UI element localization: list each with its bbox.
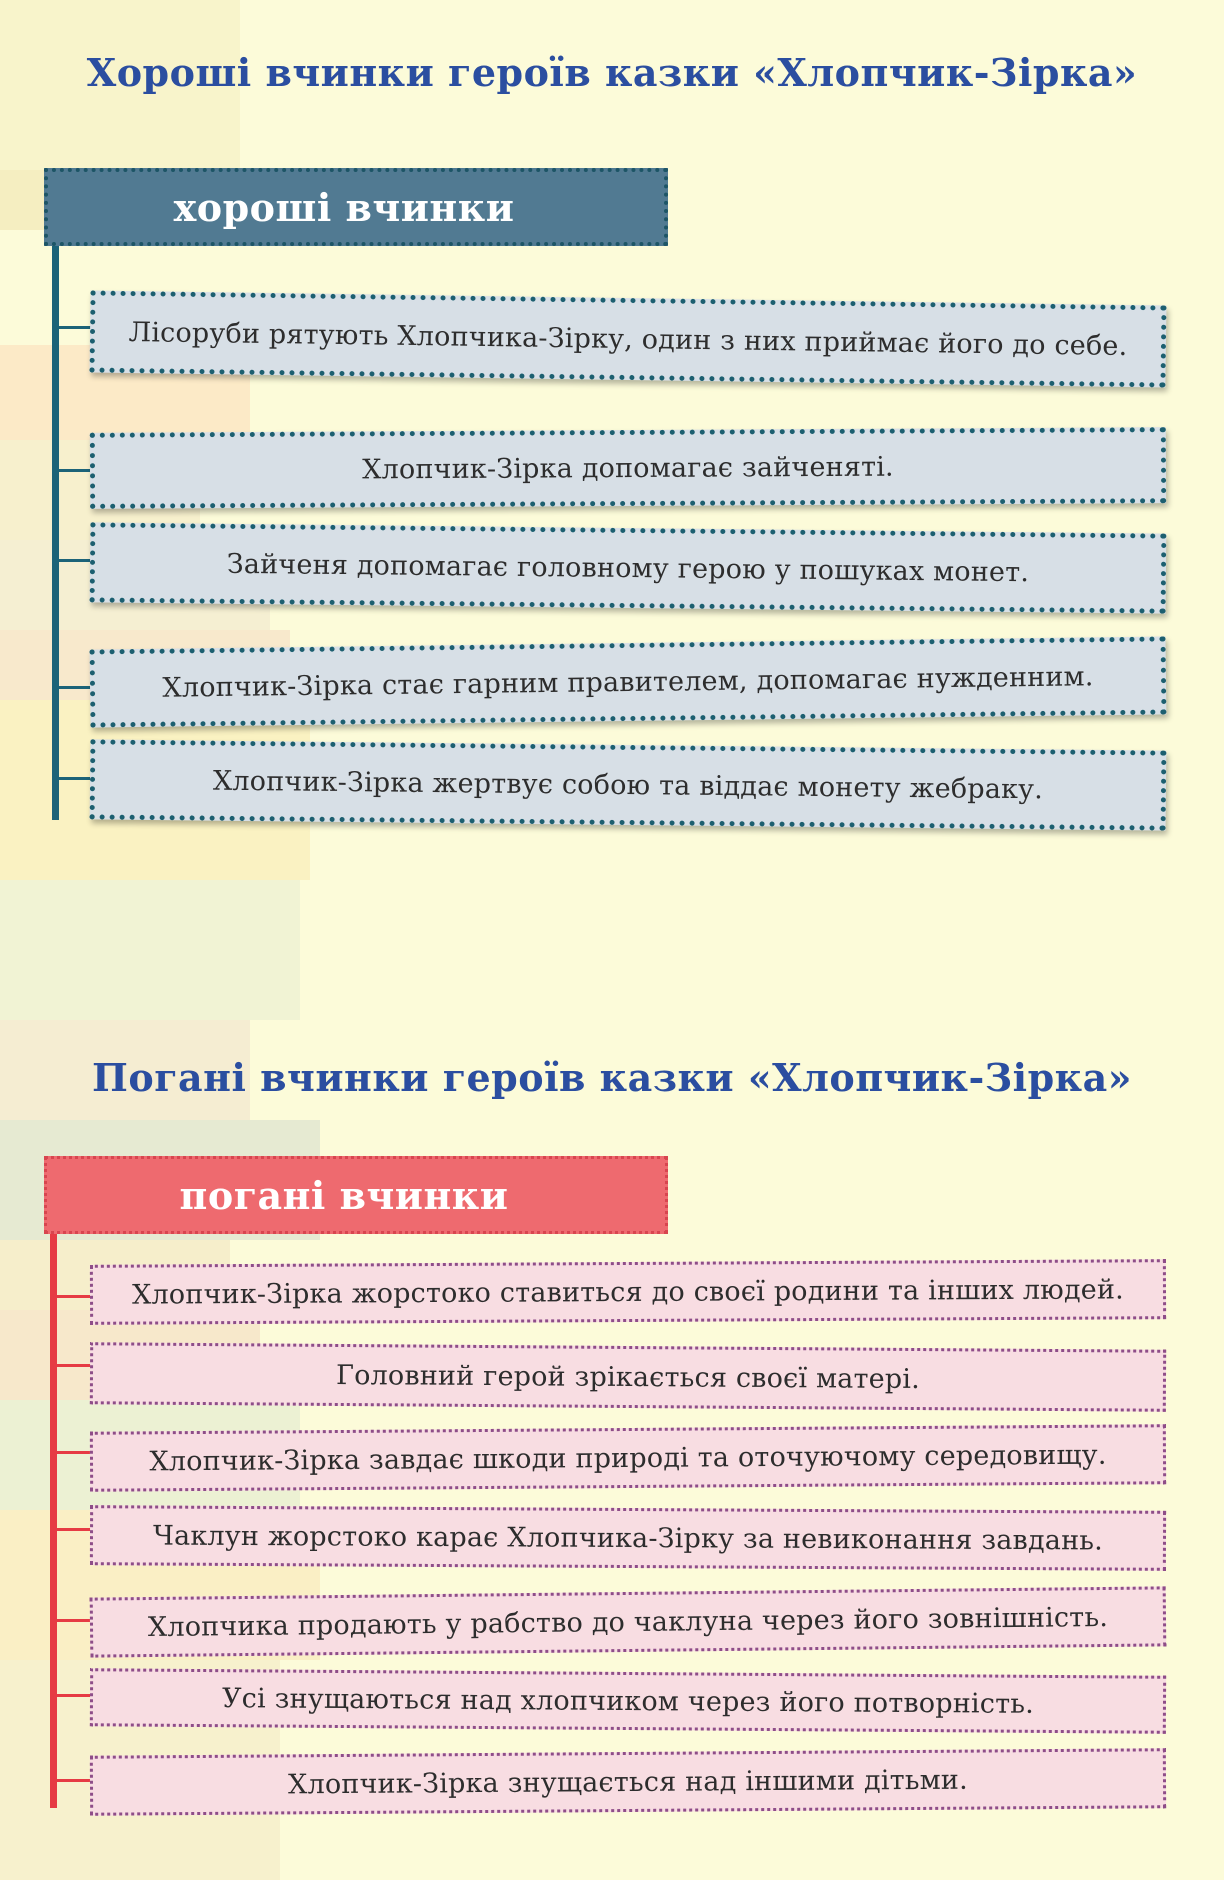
bad-branch-line xyxy=(54,1364,94,1367)
good-deed-item: Хлопчик-Зірка жертвує собою та віддає монету жебраку. xyxy=(90,739,1167,830)
good-deed-item: Хлопчик-Зірка допомагає зайченяті. xyxy=(90,427,1166,509)
bad-deed-item: Хлопчик-Зірка знущається над іншими дітьми. xyxy=(90,1748,1166,1816)
bad-branch-line xyxy=(54,1528,94,1531)
bad-header: погані вчинки xyxy=(44,1156,668,1234)
good-header: хороші вчинки xyxy=(44,168,668,246)
bad-deed-item: Чаклун жорстоко карає Хлопчика-Зірку за невиконання завдань. xyxy=(90,1505,1166,1571)
good-deed-item: Лісоруби рятують Хлопчика-Зірку, один з них приймає його до себе. xyxy=(89,290,1166,387)
bad-deed-item: Усі знущаються над хлопчиком через його потворність. xyxy=(90,1668,1166,1734)
good-section-title: Хороші вчинки героїв казки «Хлопчик-Зірка» xyxy=(86,50,1138,95)
bad-deed-item: Хлопчика продають у рабство до чаклуна через його зовнішність. xyxy=(90,1586,1167,1657)
bad-deed-item: Хлопчик-Зірка жорстоко ставиться до своєї родини та інших людей. xyxy=(90,1259,1166,1325)
bg-book-spine xyxy=(0,880,300,1020)
good-deed-item: Хлопчик-Зірка стає гарним правителем, допомагає нужденним. xyxy=(90,636,1167,727)
bad-branch-line xyxy=(54,1694,94,1697)
bad-branch-line xyxy=(54,1779,94,1782)
bad-deed-item: Хлопчик-Зірка завдає шкоди природі та оточуючому середовищу. xyxy=(90,1424,1166,1492)
bad-branch-line xyxy=(54,1619,94,1622)
bad-branch-line xyxy=(54,1451,94,1454)
bad-section-title: Погані вчинки героїв казки «Хлопчик-Зірка» xyxy=(92,1055,1132,1100)
bad-deed-item: Головний герой зрікається своєї матері. xyxy=(90,1342,1166,1412)
good-deed-item: Зайченя допомагає головному герою у пошуках монет. xyxy=(90,522,1167,613)
bad-branch-line xyxy=(54,1295,94,1298)
bad-tree-line xyxy=(50,1230,57,1808)
